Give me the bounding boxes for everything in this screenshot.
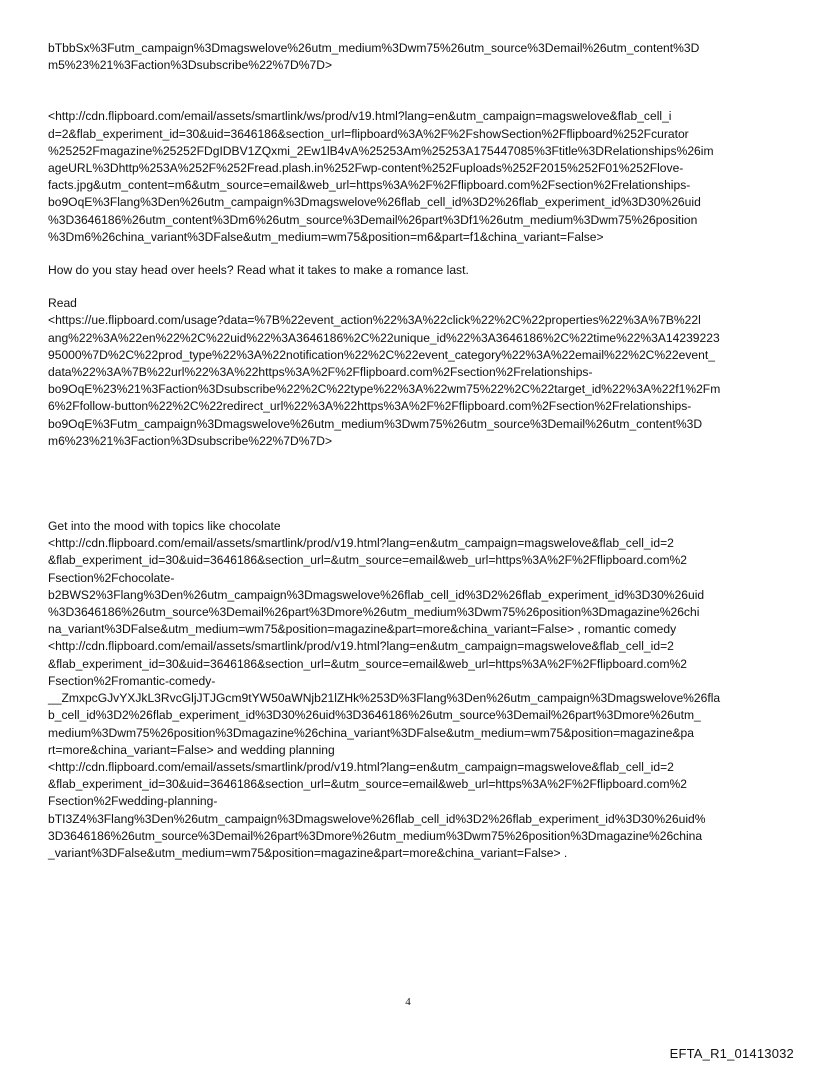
read-tracking-link: Read <https://ue.flipboard.com/usage?data=%7B%22event_action%22%3A%22click%22%2C%22properties%22%3A%7B%22l ang%22%3A%22en%22%2C%22uid%22%3A3646186%2C%22unique_id%22%3A3646186%2C%22time%22%3A14239223 95000%7D%2C%22prod_type%22%3A%22notification%22%2C%22event_category%22%3A%22email%22%2C%22event_ data%22%3A%7B%22url%22%3A%22https%3A%2F%2Fflipboard.com%2Fsection%2Frelationships- bo9OqE%23%21%3Faction%3Dsubscribe%22%2C%22type%22%3A%22wm75%22%2C%22target_id%22%3A%22f1%2Fm 6%2Ffollow-button%22%2C%22redirect_url%22%3A%22https%3A%2F%2Fflipboard.com%2Fsection%2Frelationships- bo9OqE%3Futm_campaign%3Dmagswelove%26utm_medium%3Dwm75%26utm_source%3Demail%26utm_content%3D m6%23%21%3Faction%3Dsubscribe%22%7D%7D> [48, 296, 721, 448]
paragraph-spacer [48, 450, 772, 518]
paragraph-spacer [48, 246, 772, 262]
paragraph-spacer [48, 74, 772, 108]
document-body [48, 40, 772, 862]
topics-paragraph: Get into the mood with topics like chocolate <http://cdn.flipboard.com/email/assets/smartlink/prod/v19.html?lang=en&utm_campaign=magswelove&flab_cell_id=2 &flab_experiment_id=30&uid=3646186&section_url=&utm_source=email&web_url=https%3A%2F%2Fflipboard.com%2 Fsection%2Fchocolate- b2BWS2%3Flang%3Den%26utm_campaign%3Dmagswelove%26flab_cell_id%3D2%26flab_experiment_id%3D30%26uid %3D3646186%26utm_source%3Demail%26part%3Dmore%26utm_medium%3Dwm75%26position%3Dmagazine%26chi na_variant%3DFalse&utm_medium=wm75&position=magazine&part=more&china_variant=False> , romantic comedy <http://cdn.flipboard.com/email/assets/smartlink/prod/v19.html?lang=en&utm_campaign=magswelove&flab_cell_id=2 &flab_experiment_id=30&uid=3646186&section_url=&utm_source=email&web_url=https%3A%2F%2Fflipboard.com%2 Fsection%2Fromantic-comedy- __ZmxpcGJvYXJkL3RvcGljJTJGcm9tYW50aWNjb21lZHk%253D%3Flang%3Den%26utm_campaign%3Dmagswelove%26fla b_cell_id%3D2%26flab_experiment_id%3D30%26uid%3D3646186%26utm_source%3Demail%26part%3Dmore%26utm_ medium%3Dwm75%26position%3Dmagazine%26china_variant%3DFalse&utm_medium=wm75&position=magazine&pa rt=more&china_variant=False> and wedding planning <http://cdn.flipboard.com/email/assets/smartlink/prod/v19.html?lang=en&utm_campaign=magswelove&flab_cell_id=2 &flab_experiment_id=30&uid=3646186&section_url=&utm_source=email&web_url=https%3A%2F%2Fflipboard.com%2 Fsection%2Fwedding-planning- bTI3Z4%3Flang%3Den%26utm_campaign%3Dmagswelove%26flab_cell_id%3D2%26flab_experiment_id%3D30%26uid% 3D3646186%26utm_source%3Demail%26part%3Dmore%26utm_medium%3Dwm75%26position%3Dmagazine%26china _variant%3DFalse&utm_medium=wm75&position=magazine&part=more&china_variant=False> . [48, 519, 721, 860]
url-fragment-paragraph: bTbbSx%3Futm_campaign%3Dmagswelove%26utm_medium%3Dwm75%26utm_source%3Demail%26utm_content%3D m5%23%21%3Faction%3Dsubscribe%22%7D%7D> [48, 41, 700, 73]
romance-teaser-text: How do you stay head over heels? Read what it takes to make a romance last. [48, 263, 469, 278]
relationships-magazine-link: <http://cdn.flipboard.com/email/assets/smartlink/ws/prod/v19.html?lang=en&utm_campaign=magswelove&flab_cell_i d=2&flab_experiment_id=30&uid=3646186&section_url=flipboard%3A%2F%2FshowSection%2Fflipboard%252Fcurator %25252Fmagazine%25252FDgIDBV1ZQxmi_2Ew1lB4vA%25253Am%25253A175447085%3Ftitle%3DRelationships%26im ageURL%3Dhttp%253A%252F%252Fread.plash.in%252Fwp-content%252Fuploads%252F2015%252F01%252Flove- facts.jpg&utm_content=m6&utm_source=email&web_url=https%3A%2F%2Fflipboard.com%2Fsection%2Frelationships- bo9OqE%3Flang%3Den%26utm_campaign%3Dmagswelove%26flab_cell_id%3D2%26flab_experiment_id%3D30%26uid %3D3646186%26utm_content%3Dm6%26utm_source%3Demail%26part%3Df1%26utm_medium%3Dwm75%26position %3Dm6%26china_variant%3DFalse&utm_medium=wm75&position=m6&part=f1&china_variant=False> [48, 109, 714, 244]
paragraph-spacer [48, 279, 772, 295]
bates-number: EFTA_R1_01413032 [669, 1046, 794, 1061]
page-number: 4 [405, 996, 411, 1008]
